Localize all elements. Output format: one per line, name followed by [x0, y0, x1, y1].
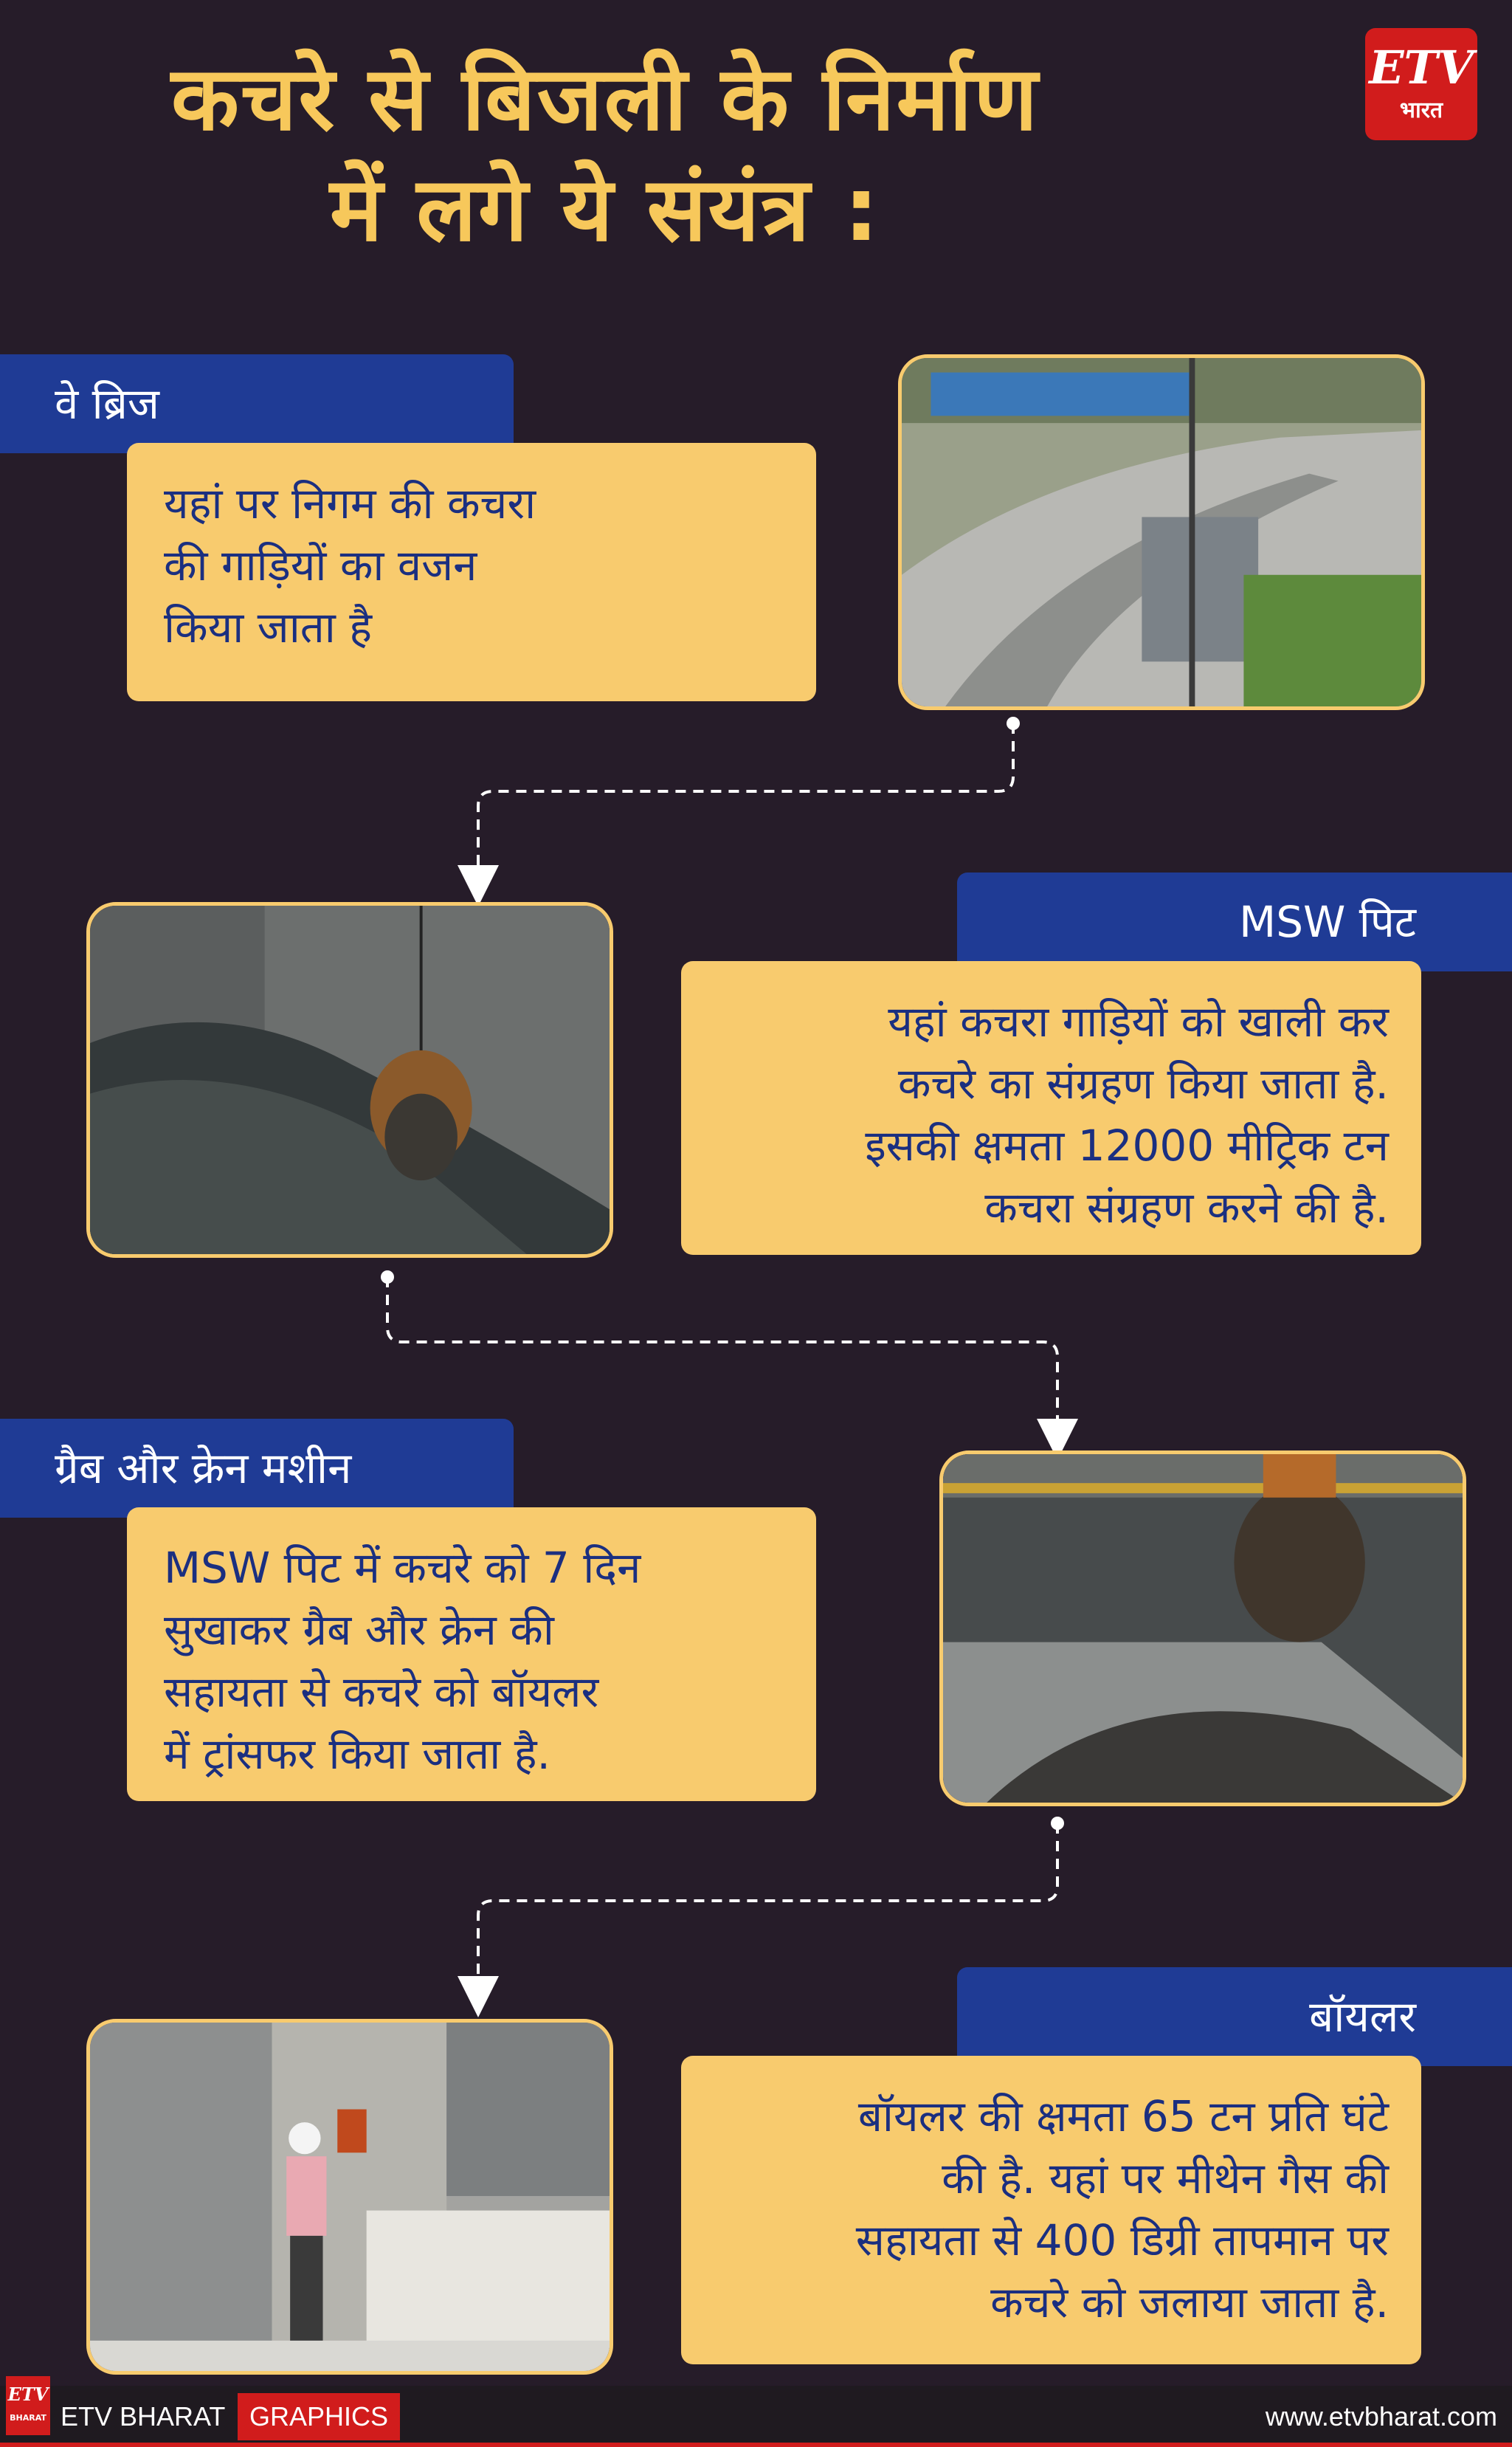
- footer-logo-mark: ETV: [7, 2384, 49, 2405]
- section-label-weighbridge: वे ब्रिज: [0, 354, 514, 453]
- footer-red-strip: [0, 2443, 1512, 2447]
- title-line-1: कचरे से बिजली के निर्माण: [170, 48, 1040, 151]
- text-line: कचरे को जलाया जाता है.: [990, 2277, 1389, 2327]
- text-line: यहां कचरा गाड़ियों को खाली कर: [888, 997, 1389, 1047]
- footer-logo-sub: BHARAT: [10, 2413, 46, 2423]
- section-text-weighbridge: [127, 443, 816, 701]
- text-line: सुखाकर ग्रैब और क्रेन की: [164, 1605, 554, 1655]
- section-text-msw-pit: [681, 961, 1421, 1255]
- connector-3-start-dot: [1051, 1817, 1064, 1830]
- connector-1: [478, 723, 1013, 886]
- logo-mark: ETV: [1369, 41, 1474, 94]
- text-line: की है. यहां पर मीथेन गैस की: [942, 2153, 1389, 2203]
- text-line: में ट्रांसफर किया जाता है.: [164, 1729, 550, 1779]
- text-line: किया जाता है: [164, 602, 373, 653]
- text-line: यहां पर निगम की कचरा: [164, 478, 536, 529]
- footer-website-link[interactable]: www.etvbharat.com: [1265, 2401, 1497, 2431]
- boiler-photo: [86, 2019, 613, 2375]
- connector-2-start-dot: [381, 1270, 394, 1284]
- text-line: सहायता से 400 डिग्री तापमान पर: [855, 2215, 1389, 2265]
- footer-logo: [6, 2376, 50, 2435]
- text-line: इसकी क्षमता 12000 मीट्रिक टन: [865, 1121, 1389, 1171]
- section-text-grab-crane: [127, 1507, 816, 1801]
- text-line: सहायता से कचरे को बॉयलर: [164, 1667, 599, 1717]
- text-line: की गाड़ियों का वजन: [164, 540, 477, 591]
- footer-graphics-badge: GRAPHICS: [238, 2393, 400, 2440]
- connector-1-start-dot: [1007, 717, 1020, 730]
- footer-brand: ETV BHARAT: [61, 2401, 226, 2431]
- text-line: बॉयलर की क्षमता 65 टन प्रति घंटे: [857, 2091, 1389, 2141]
- section-label-boiler: बॉयलर: [957, 1967, 1512, 2066]
- text-line: MSW पिट में कचरे को 7 दिन: [164, 1543, 641, 1593]
- weighbridge-photo: [898, 354, 1425, 710]
- connector-2: [387, 1277, 1057, 1439]
- text-line: कचरा संग्रहण करने की है.: [984, 1183, 1389, 1233]
- grab-crane-photo: [939, 1450, 1466, 1806]
- section-text-boiler: [681, 2056, 1421, 2364]
- text-line: कचरे का संग्रहण किया जाता है.: [897, 1059, 1389, 1109]
- section-label-msw-pit: MSW पिट: [957, 873, 1512, 971]
- msw-pit-photo: [86, 902, 613, 1258]
- logo-sub: भारत: [1399, 97, 1443, 123]
- title-line-2: में लगे ये संयंत्र :: [329, 159, 881, 261]
- section-label-grab-crane: ग्रैब और क्रेन मशीन: [0, 1419, 514, 1518]
